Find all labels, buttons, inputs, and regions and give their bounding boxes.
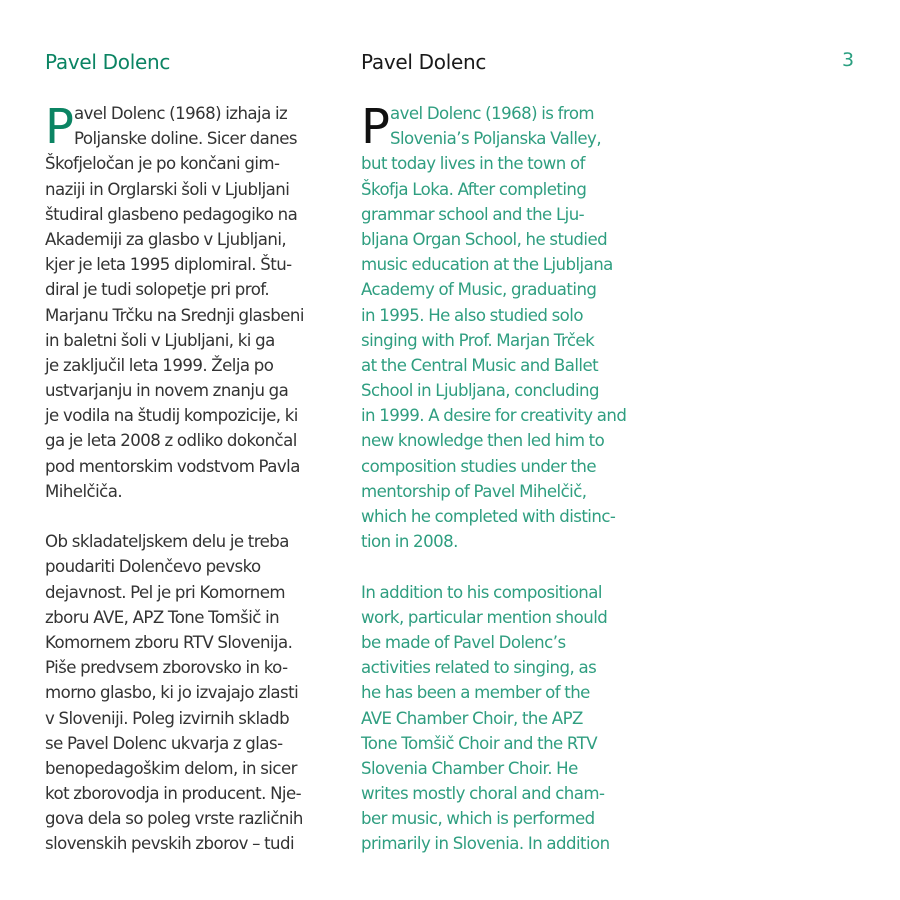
text-line: poudariti Dolenčevo pevsko: [45, 557, 261, 577]
text-line: avel Dolenc (1968) izhaja iz: [74, 104, 288, 123]
text-line: mentorship of Pavel Mihelčič,: [361, 481, 587, 501]
text-line: School in Ljubljana, concluding: [361, 381, 599, 401]
text-line: at the Central Music and Ballet: [361, 355, 599, 375]
text-line: Mihelčiča.: [45, 481, 123, 501]
text-line: Academy of Music, graduating: [361, 280, 597, 300]
text-line: Slovenia’s Poljanska Valley,: [390, 129, 602, 149]
text-line: bljana Organ School, he studied: [361, 229, 608, 249]
text-line: pod mentorskim vodstvom Pavla: [45, 456, 300, 476]
text-line: je zaključil leta 1999. Želja po: [45, 355, 274, 375]
text-line: študiral glasbeno pedagogiko na: [45, 204, 298, 224]
text-line: ber music, which is performed: [361, 809, 595, 829]
english-heading: Pavel Dolenc: [361, 50, 487, 74]
text-line: Marjanu Trčku na Srednji glasbeni: [45, 305, 304, 325]
text-line: morno glasbo, ki jo izvajajo zlasti: [45, 683, 299, 703]
text-line: kjer je leta 1995 diplomiral. Štu-: [45, 255, 292, 275]
text-line: Tone Tomšič Choir and the RTV: [361, 733, 598, 753]
text-line: Komornem zboru RTV Slovenija.: [45, 632, 293, 652]
text-line: he has been a member of the: [361, 683, 590, 703]
text-line: in 1999. A desire for creativity and: [361, 406, 627, 426]
text-line: be made of Pavel Dolenc’s: [361, 632, 566, 652]
drop-cap: P: [45, 99, 74, 155]
text-line: dejavnost. Pel je pri Komornem: [45, 582, 285, 602]
text-line: writes mostly choral and cham-: [361, 784, 605, 804]
text-line: Škofja Loka. After completing: [361, 179, 587, 199]
text-line: AVE Chamber Choir, the APZ: [361, 708, 583, 728]
text-line: primarily in Slovenia. In addition: [361, 834, 610, 854]
text-line: In addition to his compositional: [361, 582, 602, 602]
text-line: in baletni šoli v Ljubljani, ki ga: [45, 330, 275, 350]
text-line: Slovenia Chamber Choir. He: [361, 758, 578, 778]
english-column: [361, 101, 661, 857]
text-line: in 1995. He also studied solo: [361, 305, 583, 325]
slovene-column: [45, 101, 345, 857]
text-line: music education at the Ljubljana: [361, 255, 613, 275]
text-line: zboru AVE, APZ Tone Tomšič in: [45, 607, 280, 627]
text-line: gova dela so poleg vrste različnih: [45, 809, 303, 829]
text-line: benopedagoškim delom, in sicer: [45, 758, 297, 778]
text-line: v Sloveniji. Poleg izvirnih skladb: [45, 708, 290, 728]
text-line: tion in 2008.: [361, 532, 458, 552]
text-line: Škofjeločan je po končani gim-: [45, 154, 280, 174]
text-line: kot zborovodja in producent. Nje-: [45, 784, 302, 804]
text-line: slovenskih pevskih zborov – tudi: [45, 834, 295, 854]
drop-cap: P: [361, 99, 390, 155]
text-line: grammar school and the Lju-: [361, 204, 585, 224]
text-line: composition studies under the: [361, 456, 597, 476]
text-line: which he completed with distinc-: [361, 507, 616, 526]
english-body: [361, 101, 661, 857]
text-line: diral je tudi solopetje pri prof.: [45, 280, 270, 300]
text-line: Ob skladateljskem delu je treba: [45, 532, 289, 552]
paragraph-gap: [45, 504, 345, 529]
text-line: activities related to singing, as: [361, 658, 597, 678]
text-line: work, particular mention should: [361, 607, 608, 627]
text-line: ga je leta 2008 z odliko dokončal: [45, 431, 297, 451]
text-line: avel Dolenc (1968) is from: [390, 104, 595, 123]
text-line: new knowledge then led him to: [361, 431, 605, 451]
text-line: Akademiji za glasbo v Ljubljani,: [45, 229, 287, 249]
text-line: but today lives in the town of: [361, 154, 585, 174]
text-line: se Pavel Dolenc ukvarja z glas-: [45, 733, 283, 753]
text-line: Piše predvsem zborovsko in ko-: [45, 658, 288, 678]
slovene-body: [45, 101, 345, 857]
slovene-heading: Pavel Dolenc: [45, 50, 171, 74]
text-line: naziji in Orglarski šoli v Ljubljani: [45, 179, 290, 199]
text-line: je vodila na študij kompozicije, ki: [45, 406, 298, 426]
text-line: singing with Prof. Marjan Trček: [361, 330, 595, 350]
page-number: 3: [842, 49, 855, 71]
text-line: Poljanske doline. Sicer danes: [74, 129, 297, 149]
paragraph-gap: [361, 554, 661, 579]
text-line: ustvarjanju in novem znanju ga: [45, 381, 289, 401]
